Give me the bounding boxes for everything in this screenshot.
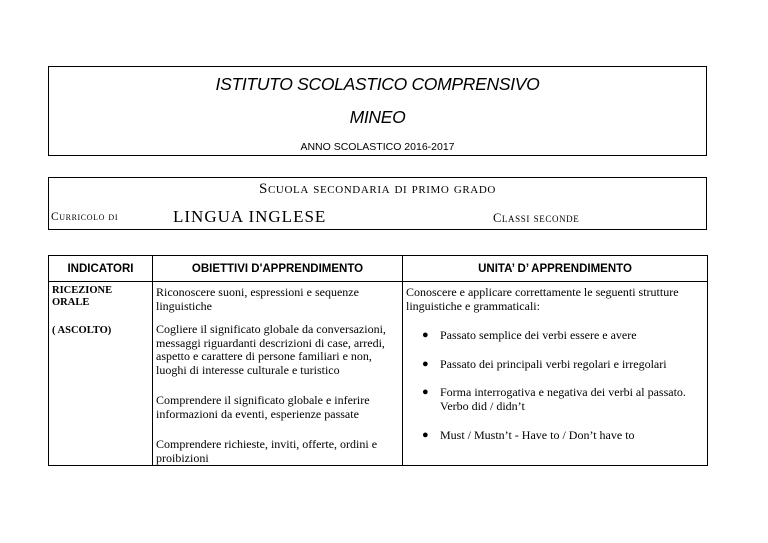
list-item: [406, 358, 705, 386]
units-cell: [403, 282, 708, 466]
unit-text: Passato dei principali verbi regolari e irregolari: [440, 357, 667, 371]
objective-item: Riconoscere suoni, espressioni e sequenze linguistiche: [156, 285, 359, 313]
indicator-line: ( ASCOLTO): [52, 325, 112, 336]
curriculum-box: [48, 177, 707, 230]
header-box: [48, 66, 707, 156]
unit-text: Passato semplice dei verbi essere e avere: [440, 328, 637, 342]
list-item: [406, 429, 705, 451]
list-item: [406, 386, 705, 429]
unit-text: Must / Mustn’t - Have to / Don’t have to: [440, 428, 635, 442]
bullet-icon: ●: [422, 358, 429, 370]
table-header-row: [49, 256, 708, 282]
table-row: [49, 282, 708, 466]
unit-text: Forma interrogativa e negativa dei verbi al passato. Verbo did / didn’t: [440, 385, 686, 413]
bullet-icon: ●: [422, 386, 429, 398]
objective-item: Cogliere il significato globale da conversazioni, messaggi riguardanti descrizioni di case, arredi, aspetto e carattere di persone familiari e non, luoghi di interesse culturale e turistico: [156, 322, 386, 377]
curricolo-label: Curricolo di: [51, 211, 119, 223]
indicator-cell: [49, 282, 153, 466]
indicator-line: RICEZIONE: [52, 285, 113, 296]
units-list: [406, 329, 705, 451]
class-level: Classi seconde: [493, 211, 580, 225]
city-title: MINEO: [349, 107, 406, 127]
indicator-line: ORALE: [52, 297, 90, 308]
list-item: [406, 329, 705, 358]
objective-item: Comprendere richieste, inviti, offerte, ordini e proibizioni: [156, 437, 378, 465]
school-level: Scuola secondaria di primo grado: [259, 181, 496, 197]
objective-item: Comprendere il significato globale e inferire informazioni da eventi, esperienze passate: [156, 393, 370, 421]
header-indicatori: INDICATORI: [49, 256, 153, 282]
bullet-icon: ●: [422, 429, 429, 441]
objectives-cell: [153, 282, 403, 466]
header-unita: UNITA’ D’ APPRENDIMENTO: [403, 256, 708, 282]
institute-title: ISTITUTO SCOLASTICO COMPRENSIVO: [215, 74, 540, 94]
units-intro: Conoscere e applicare correttamente le seguenti strutture linguistiche e grammaticali:: [406, 285, 679, 313]
header-obiettivi: OBIETTIVI D'APPRENDIMENTO: [153, 256, 403, 282]
curriculum-table: [48, 255, 708, 466]
school-year: ANNO SCOLASTICO 2016-2017: [300, 141, 455, 153]
bullet-icon: ●: [422, 329, 429, 341]
subject-name: LINGUA INGLESE: [173, 207, 327, 226]
